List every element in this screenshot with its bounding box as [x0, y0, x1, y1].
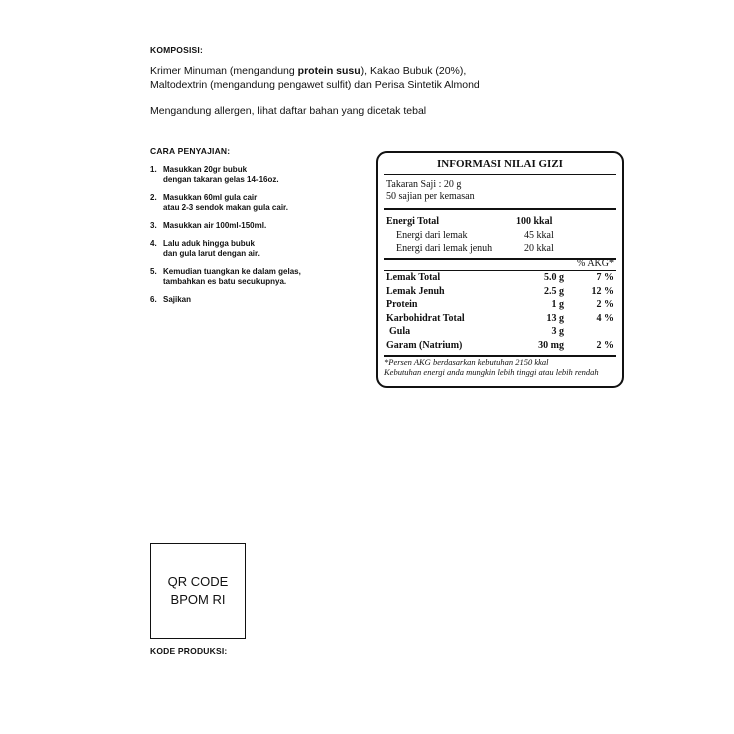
- nutrient-akg: 4 %: [596, 312, 614, 324]
- nutrition-facts-panel: [376, 151, 624, 388]
- production-code-label: KODE PRODUKSI:: [150, 646, 228, 656]
- nutrient-amount: 1 g: [551, 299, 564, 310]
- serving-step: [150, 267, 360, 287]
- nutrient-amount: 13 g: [546, 312, 564, 324]
- serving-step: [150, 239, 360, 259]
- nutrient-label: Lemak Total: [386, 272, 441, 283]
- nutrient-amount: 3 g: [551, 326, 564, 337]
- nutrient-label: Garam (Natrium): [386, 339, 463, 351]
- nutrient-akg: 2 %: [596, 299, 614, 310]
- akg-header: % AKG*: [577, 258, 614, 269]
- nutrient-amount: 2.5 g: [544, 285, 564, 297]
- step-number: 2.: [150, 193, 157, 202]
- divider: [384, 208, 616, 210]
- serving-step: [150, 295, 360, 305]
- step-text: Masukkan 20gr bubuk dengan takaran gelas 14-16oz.: [163, 165, 279, 184]
- composition-heading: KOMPOSISI:: [150, 45, 204, 55]
- serving-heading: CARA PENYAJIAN:: [150, 146, 231, 156]
- step-text: Masukkan air 100ml-150ml.: [163, 221, 267, 230]
- nutrient-amount: 30 mg: [538, 339, 564, 351]
- qr-line-2: BPOM RI: [170, 592, 226, 607]
- step-number: 4.: [150, 239, 157, 248]
- nutrient-label: Protein: [386, 299, 418, 310]
- step-text: Sajikan: [163, 295, 192, 304]
- step-text: Lalu aduk hingga bubuk dan gula larut dengan air.: [163, 239, 260, 258]
- serving-step: [150, 193, 360, 213]
- serving-step: [150, 165, 360, 185]
- energy-total-value: 100 kkal: [516, 216, 553, 227]
- nutrient-akg: 7 %: [596, 272, 614, 283]
- energy-total-label: Energi Total: [386, 216, 440, 227]
- step-text: Masukkan 60ml gula cair atau 2-3 sendok makan gula cair.: [163, 193, 288, 212]
- serving-size: Takaran Saji : 20 g: [386, 179, 462, 190]
- nutrient-label: Lemak Jenuh: [386, 285, 445, 297]
- allergen-note: Mengandung allergen, lihat daftar bahan yang dicetak tebal: [150, 105, 427, 117]
- step-number: 5.: [150, 267, 157, 276]
- step-text: Kemudian tuangkan ke dalam gelas, tambahkan es batu secukupnya.: [163, 267, 301, 286]
- energy-satfat-label: Energi dari lemak jenuh: [396, 243, 493, 254]
- composition-line-1: Krimer Minuman (mengandung protein susu), Kakao Bubuk (20%),: [150, 65, 467, 77]
- nutrient-label: Gula: [389, 326, 411, 337]
- servings-per-pack: 50 sajian per kemasan: [386, 191, 475, 202]
- energy-fat-value: 45 kkal: [524, 230, 554, 241]
- nutrition-title: INFORMASI NILAI GIZI: [437, 158, 563, 170]
- qr-code-placeholder: [150, 543, 246, 639]
- serving-step: [150, 221, 360, 231]
- composition-line-2: Maltodextrin (mengandung pengawet sulfit) dan Perisa Sintetik Almond: [150, 79, 480, 91]
- divider: [384, 174, 616, 175]
- footnote: [384, 357, 616, 377]
- footnote-akg: *Persen AKG berdasarkan kebutuhan 2150 kkal: [384, 357, 549, 367]
- allergen-bold: protein susu: [297, 65, 361, 77]
- nutrient-akg: 2 %: [596, 339, 614, 351]
- nutrient-akg: 12 %: [591, 285, 614, 297]
- energy-satfat-value: 20 kkal: [524, 243, 554, 254]
- footnote-energy: Kebutuhan energi anda mungkin lebih tinggi atau lebih rendah: [384, 367, 599, 377]
- qr-line-1: QR CODE: [167, 574, 229, 589]
- step-number: 6.: [150, 295, 157, 304]
- step-number: 3.: [150, 221, 157, 230]
- nutrient-label: Karbohidrat Total: [386, 312, 465, 324]
- step-number: 1.: [150, 165, 157, 174]
- composition-text: [150, 64, 590, 92]
- serving-steps: [150, 165, 360, 313]
- divider: [384, 270, 616, 271]
- nutrient-amount: 5.0 g: [544, 272, 564, 283]
- energy-fat-label: Energi dari lemak: [396, 230, 468, 241]
